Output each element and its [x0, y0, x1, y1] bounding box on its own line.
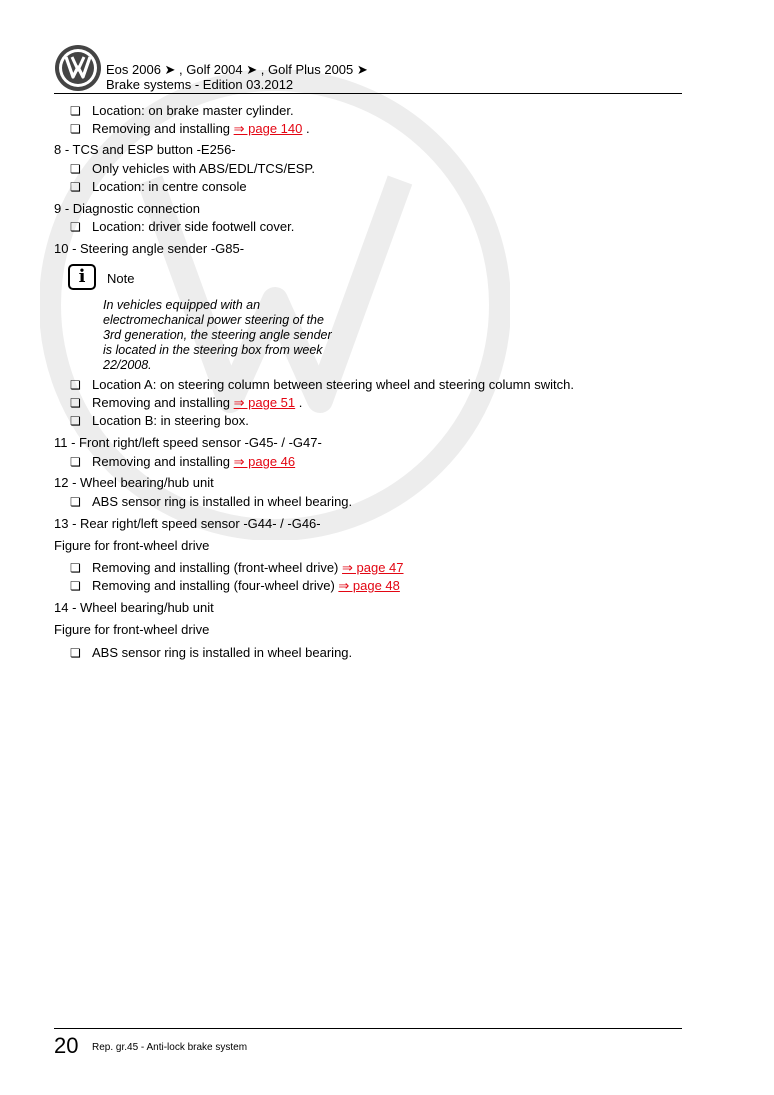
section-heading: 10 - Steering angle sender -G85- [54, 241, 245, 256]
header-models: Eos 2006 ➤ , Golf 2004 ➤ , Golf Plus 2005 ➤ [106, 62, 368, 77]
section-heading: 8 - TCS and ESP button -E256- [54, 142, 236, 157]
bullet-icon: ❏ [70, 162, 81, 176]
bullet-icon: ❏ [70, 122, 81, 136]
page-link[interactable]: ⇒ page 140 [233, 121, 303, 136]
list-item: Location: driver side footwell cover. [92, 219, 295, 234]
list-item: Removing and installing ⇒ page 46 [92, 454, 296, 469]
figure-caption: Figure for front-wheel drive [54, 538, 210, 553]
list-item: ABS sensor ring is installed in wheel bearing. [92, 494, 353, 509]
bullet-icon: ❏ [70, 579, 81, 593]
bullet-icon: ❏ [70, 396, 81, 410]
info-icon: i [68, 264, 96, 290]
page-number: 20 [54, 1033, 79, 1058]
section-heading: 13 - Rear right/left speed sensor -G44- / -G46- [54, 516, 321, 531]
list-item: Location: in centre console [92, 179, 247, 194]
list-item: Removing and installing (front-wheel drive) ⇒ page 47 [92, 560, 404, 575]
header-edition: Brake systems - Edition 03.2012 [106, 77, 294, 92]
section-heading: 9 - Diagnostic connection [54, 201, 200, 216]
list-item: Removing and installing (four-wheel drive) ⇒ page 48 [92, 578, 400, 593]
vw-logo-icon [54, 44, 102, 92]
header-divider [54, 93, 682, 94]
section-heading: 14 - Wheel bearing/hub unit [54, 600, 214, 615]
bullet-icon: ❏ [70, 104, 81, 118]
bullet-icon: ❏ [70, 455, 81, 469]
list-item: Location A: on steering column between steering wheel and steering column switch. [92, 377, 575, 392]
bullet-icon: ❏ [70, 180, 81, 194]
bullet-icon: ❏ [70, 646, 81, 660]
page-link[interactable]: ⇒ page 46 [233, 454, 296, 469]
page-link[interactable]: ⇒ page 47 [342, 560, 404, 575]
page-link[interactable]: ⇒ page 51 [233, 395, 296, 410]
note-text: In vehicles equipped with an electromechanical power steering of the 3rd generation, the steering angle sender is located in the steering box from week 22/2008. [103, 298, 332, 372]
section-heading: 12 - Wheel bearing/hub unit [54, 475, 214, 490]
figure-caption: Figure for front-wheel drive [54, 622, 210, 637]
list-item: Location B: in steering box. [92, 413, 249, 428]
bullet-icon: ❏ [70, 220, 81, 234]
bullet-icon: ❏ [70, 561, 81, 575]
document-header [106, 62, 368, 92]
bullet-icon: ❏ [70, 414, 81, 428]
section-heading: 11 - Front right/left speed sensor -G45- / -G47- [54, 435, 322, 450]
footer-text: Rep. gr.45 - Anti-lock brake system [92, 1042, 248, 1053]
footer-divider [54, 1028, 682, 1029]
page-link[interactable]: ⇒ page 48 [338, 578, 400, 593]
list-item: Only vehicles with ABS/EDL/TCS/ESP. [92, 161, 316, 176]
list-item: Location: on brake master cylinder. [92, 103, 294, 118]
bullet-icon: ❏ [70, 495, 81, 509]
bullet-icon: ❏ [70, 378, 81, 392]
list-item: Removing and installing ⇒ page 140 . [92, 121, 310, 136]
list-item: ABS sensor ring is installed in wheel bearing. [92, 645, 353, 660]
list-item: Removing and installing ⇒ page 51 . [92, 395, 303, 410]
note-label: Note [107, 271, 135, 286]
